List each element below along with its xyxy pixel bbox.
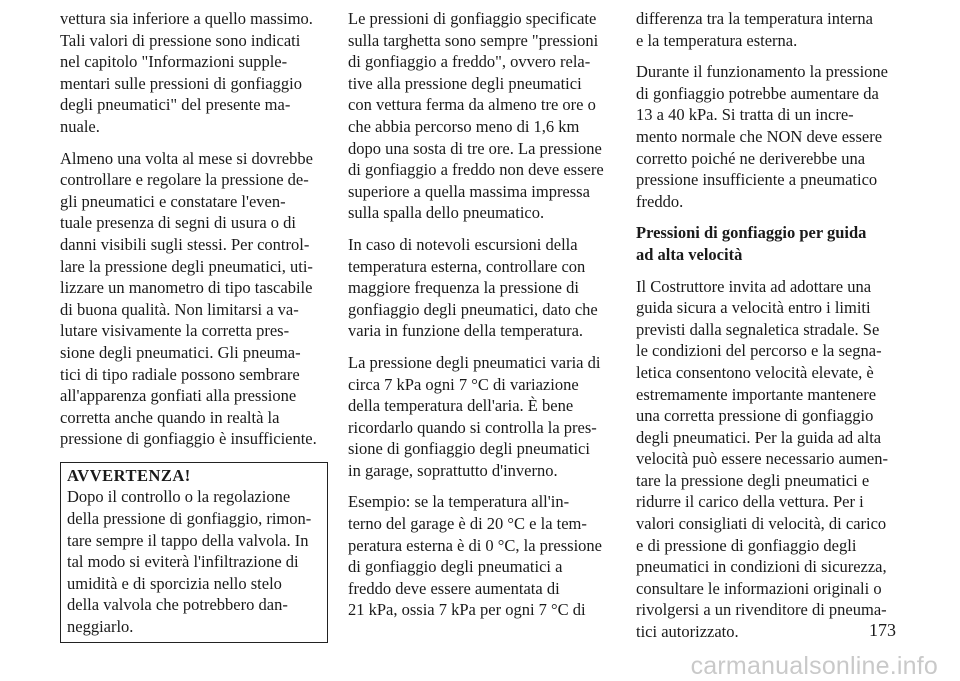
page-number: 173 — [869, 620, 896, 640]
section-heading: Pressioni di gonfiaggio per guida ad alta velocità — [636, 223, 867, 264]
warning-text: Dopo il controllo o la regolazione della pressione di gonfiaggio, rimon- tare sempre il tappo della valvola. In tal modo si eviterà l'infiltrazione di umidità e di sporcizia nello stelo della valvola che potrebbero dan- neggiarlo. — [67, 487, 312, 637]
paragraph: differenza tra la temperatura interna e la temperatura esterna. — [636, 9, 873, 50]
paragraph: Le pressioni di gonfiaggio specificate sulla targhetta sono sempre "pressioni di gonfiaggio a freddo", ovvero rela- tive alla pressione degli pneumatici con vettura ferma da almeno tre ore o che abbia percorso meno di 1,6 km dopo una sosta di tre ore. La pressione di gonfiaggio a freddo non deve essere superiore a quella massima impressa sulla spalla dello pneumatico. — [348, 9, 604, 223]
column-middle — [348, 8, 616, 631]
warning-box — [60, 462, 328, 643]
paragraph: La pressione degli pneumatici varia di circa 7 kPa ogni 7 °C di variazione della temperatura dell'aria. È bene ricordarlo quando si controlla la pres- sione di gonfiaggio degli pneumatici in garage, soprattutto d'inverno. — [348, 352, 601, 480]
column-left — [60, 8, 328, 643]
paragraph: Almeno una volta al mese si dovrebbe controllare e regolare la pressione de- gli pneumatici e constatare l'even- tuale presenza di segni di usura o di danni visibili sugli stessi. Per control- lare la pressione degli pneumatici, uti- lizzare un manometro di tipo tascabile di buona qualità. Non limitarsi a va- lutare visivamente la corretta pres- sione degli pneumatici. Gli pneuma- tici di tipo radiale possono sembrare all'apparenza gonfiati alla pressione corretta anche quando in realtà la pressione di gonfiaggio è insufficiente. — [60, 148, 317, 449]
watermark: carmanualsonline.info — [690, 652, 938, 680]
paragraph: vettura sia inferiore a quello massimo. Tali valori di pressione sono indicati nel capitolo "Informazioni supple- mentari sulle pressioni di gonfiaggio degli pneumatici" del presente ma- nuale. — [60, 9, 313, 136]
paragraph: In caso di notevoli escursioni della temperatura esterna, controllare con maggiore frequenza la pressione di gonfiaggio degli pneumatici, dato che varia in funzione della temperatura. — [348, 234, 598, 341]
paragraph: Il Costruttore invita ad adottare una guida sicura a velocità entro i limiti previsti dalla segnaletica stradale. Se le condizioni del percorso e la segna- letica consentono velocità elevate, è estremamente importante mantenere una corretta pressione di gonfiaggio degli pneumatici. Per la guida ad alta velocità può essere necessario aumen- tare la pressione degli pneumatici e ridurre il carico della vettura. Per i valori consigliati di velocità, di carico e di pressione di gonfiaggio degli pneumatici in condizioni di sicurezza, consultare le informazioni originali o rivolgersi a un rivenditore di pneuma- tici autorizzato. — [636, 276, 888, 642]
paragraph: Durante il funzionamento la pressione di gonfiaggio potrebbe aumentare da 13 a 40 kPa. Si tratta di un incre- mento normale che NON deve essere corretto poiché ne deriverebbe una pressione insufficiente a pneumatico freddo. — [636, 62, 889, 211]
warning-title: AVVERTENZA! — [67, 465, 191, 485]
column-right — [636, 8, 904, 653]
paragraph: Esempio: se la temperatura all'in- terno del garage è di 20 °C e la tem- peratura esterna è di 0 °C, la pressione di gonfiaggio degli pneumatici a freddo deve essere aumentata di 21 kPa, ossia 7 kPa per ogni 7 °C di — [348, 492, 603, 620]
